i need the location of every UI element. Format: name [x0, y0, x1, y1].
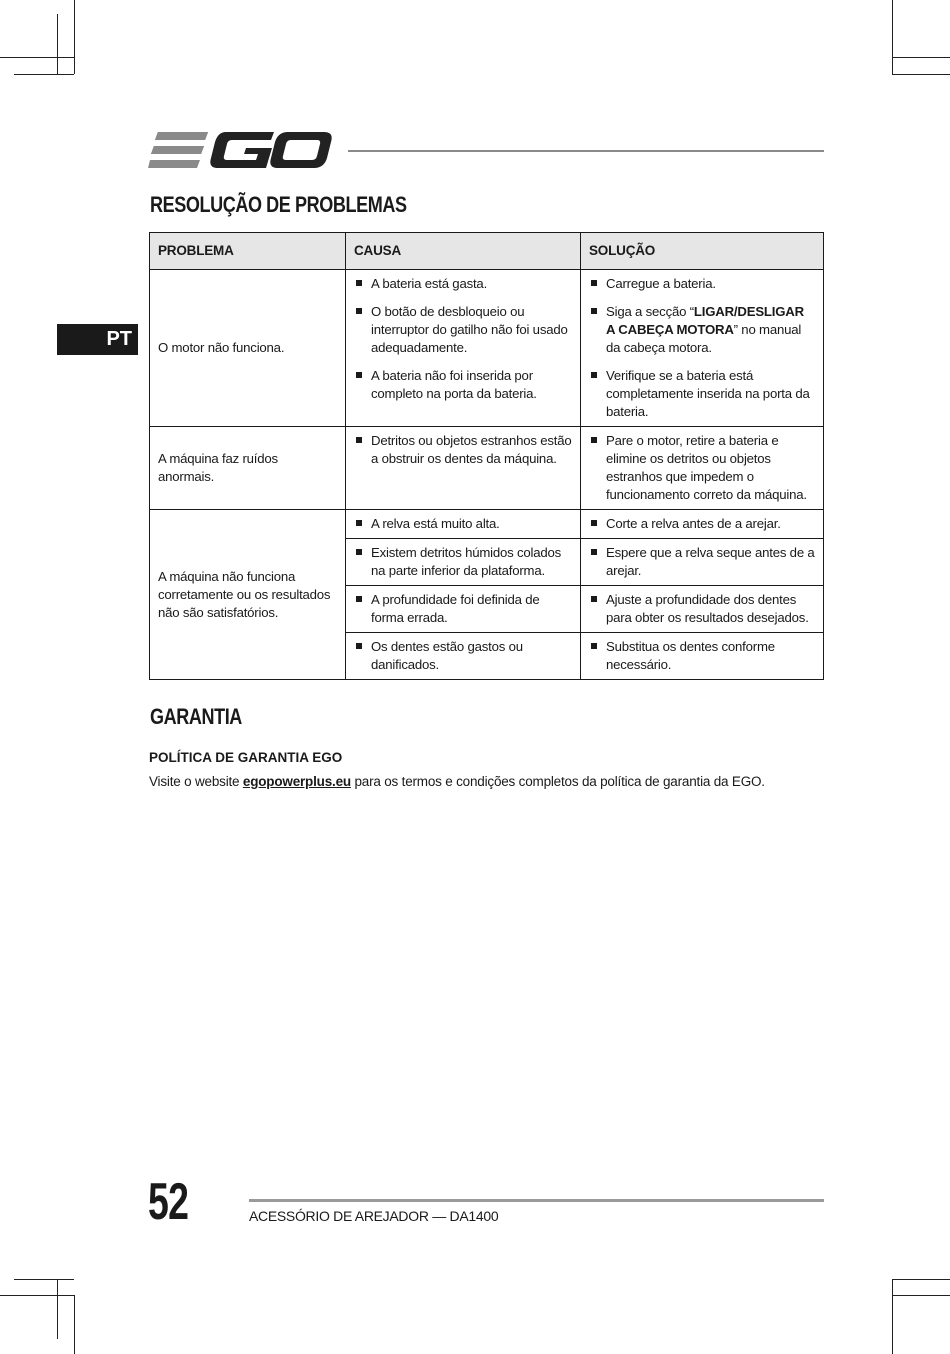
solution-cell: [581, 539, 824, 586]
troubleshooting-table: [149, 232, 824, 680]
solution-item: [581, 298, 823, 362]
cause-cell: [346, 270, 581, 427]
solution-item: Corte a relva antes de a arejar.: [581, 510, 823, 538]
section-reference: LIGAR/DESLIGAR A CABEÇA MOTORA: [606, 304, 804, 337]
header-solution: SOLUÇÃO: [581, 233, 824, 270]
troubleshooting-title: RESOLUÇÃO DE PROBLEMAS: [150, 192, 407, 217]
solution-cell: [581, 510, 824, 539]
warranty-title: GARANTIA: [150, 704, 242, 729]
warranty-paragraph: [149, 774, 765, 789]
problem-cell: O motor não funciona.: [150, 270, 346, 427]
solution-cell: [581, 586, 824, 633]
cause-cell: [346, 586, 581, 633]
cause-item: Os dentes estão gastos ou danificados.: [346, 633, 580, 679]
footer-text: ACESSÓRIO DE AREJADOR — DA1400: [249, 1208, 499, 1224]
solution-item: Verifique se a bateria está completamente inserida na porta da bateria.: [581, 362, 823, 426]
ego-logo: [148, 128, 332, 172]
crop-mark: [14, 1279, 74, 1280]
table-row: [150, 510, 824, 539]
crop-mark: [892, 0, 893, 74]
crop-mark: [892, 74, 950, 75]
solution-item: Substitua os dentes conforme necessário.: [581, 633, 823, 679]
solution-text: ” no manual da cabeça motora.: [606, 322, 802, 355]
solution-cell: [581, 270, 824, 427]
cause-item: O botão de desbloqueio ou interruptor do gatilho não foi usado adequadamente.: [346, 298, 580, 362]
problem-cell: A máquina faz ruídos anormais.: [150, 427, 346, 510]
table-header-row: [150, 233, 824, 270]
cause-cell: [346, 539, 581, 586]
solution-item: Espere que a relva seque antes de a arejar.: [581, 539, 823, 585]
crop-mark: [892, 57, 950, 58]
page-number: 52: [148, 1173, 189, 1231]
cause-cell: [346, 633, 581, 680]
solution-cell: [581, 633, 824, 680]
warranty-text: para os termos e condições completos da política de garantia da EGO.: [350, 774, 765, 789]
crop-mark: [57, 14, 58, 74]
warranty-text: Visite o website: [149, 774, 243, 789]
crop-mark: [892, 1295, 950, 1296]
solution-item: Carregue a bateria.: [581, 270, 823, 298]
header-cause: CAUSA: [346, 233, 581, 270]
solution-text: Siga a secção “: [606, 304, 694, 319]
header-problem: PROBLEMA: [150, 233, 346, 270]
crop-mark: [0, 57, 74, 58]
footer-rule: [249, 1199, 824, 1202]
cause-cell: [346, 427, 581, 510]
crop-mark: [57, 1279, 58, 1339]
problem-cell: A máquina não funciona corretamente ou os resultados não são satisfatórios.: [150, 510, 346, 680]
language-tab: PT: [57, 324, 138, 355]
website-link[interactable]: egopowerplus.eu: [242, 774, 351, 789]
cause-cell: [346, 510, 581, 539]
table-row: [150, 270, 824, 427]
cause-item: A relva está muito alta.: [346, 510, 580, 538]
solution-cell: [581, 427, 824, 510]
header-rule: [348, 150, 824, 152]
crop-mark: [892, 1279, 950, 1280]
cause-item: A bateria não foi inserida por completo na porta da bateria.: [346, 362, 580, 408]
solution-item: Ajuste a profundidade dos dentes para obter os resultados desejados.: [581, 586, 823, 632]
cause-item: A bateria está gasta.: [346, 270, 580, 298]
crop-mark: [0, 1295, 74, 1296]
crop-mark: [14, 74, 74, 75]
solution-item: Pare o motor, retire a bateria e elimine os detritos ou objetos estranhos que impedem o funcionamento correto da máquina.: [581, 427, 823, 509]
warranty-subtitle: POLÍTICA DE GARANTIA EGO: [149, 750, 343, 765]
cause-item: A profundidade foi definida de forma errada.: [346, 586, 580, 632]
crop-mark: [74, 1295, 75, 1354]
crop-mark: [74, 0, 75, 74]
cause-item: Existem detritos húmidos colados na parte inferior da plataforma.: [346, 539, 580, 585]
cause-item: Detritos ou objetos estranhos estão a obstruir os dentes da máquina.: [346, 427, 580, 473]
crop-mark: [892, 1279, 893, 1354]
table-row: [150, 427, 824, 510]
